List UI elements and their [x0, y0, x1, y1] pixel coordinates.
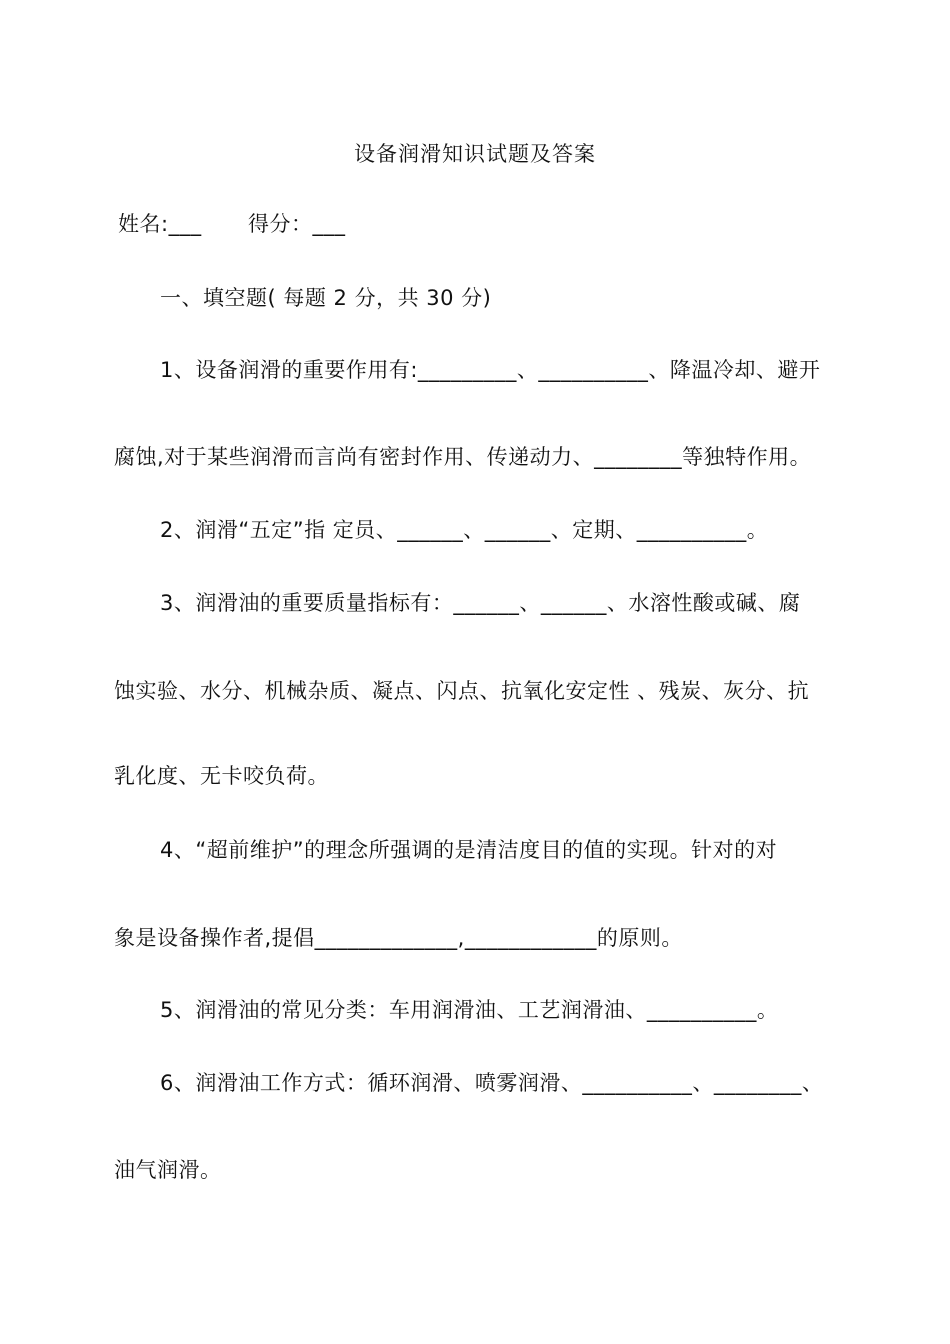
question-line: 3、润滑油的重要质量指标有：______、______、水溶性酸或碱、腐: [160, 591, 801, 615]
question-line: 6、润滑油工作方式：循环润滑、喷雾润滑、__________、________、: [160, 1071, 824, 1095]
question-line: 腐蚀,对于某些润滑而言尚有密封作用、传递动力、________等独特作用。: [114, 445, 812, 469]
question-line: 蚀实验、水分、机械杂质、凝点、闪点、抗氧化安定性 、残炭、灰分、抗: [114, 679, 810, 703]
question-line: 4、“超前维护”的理念所强调的是清洁度目的值的实现。针对的对: [160, 838, 778, 862]
name-field-label: 姓名:___: [118, 212, 202, 236]
question-line: 5、润滑油的常见分类：车用润滑油、工艺润滑油、__________。: [160, 998, 779, 1022]
document-title: 设备润滑知识试题及答案: [354, 142, 596, 166]
question-line: 2、润滑“五定”指 定员、______、______、定期、__________。: [160, 518, 769, 542]
question-line: 1、设备润滑的重要作用有:_________、__________、降温冷却、避开: [160, 358, 821, 382]
question-line: 油气润滑。: [114, 1158, 222, 1182]
section-heading: 一、填空题( 每题 2 分，共 30 分): [160, 286, 492, 310]
score-field-label: 得分：___: [248, 212, 346, 236]
question-line: 乳化度、无卡咬负荷。: [114, 764, 329, 788]
question-line: 象是设备操作者,提倡_____________,____________的原则。: [114, 926, 683, 950]
